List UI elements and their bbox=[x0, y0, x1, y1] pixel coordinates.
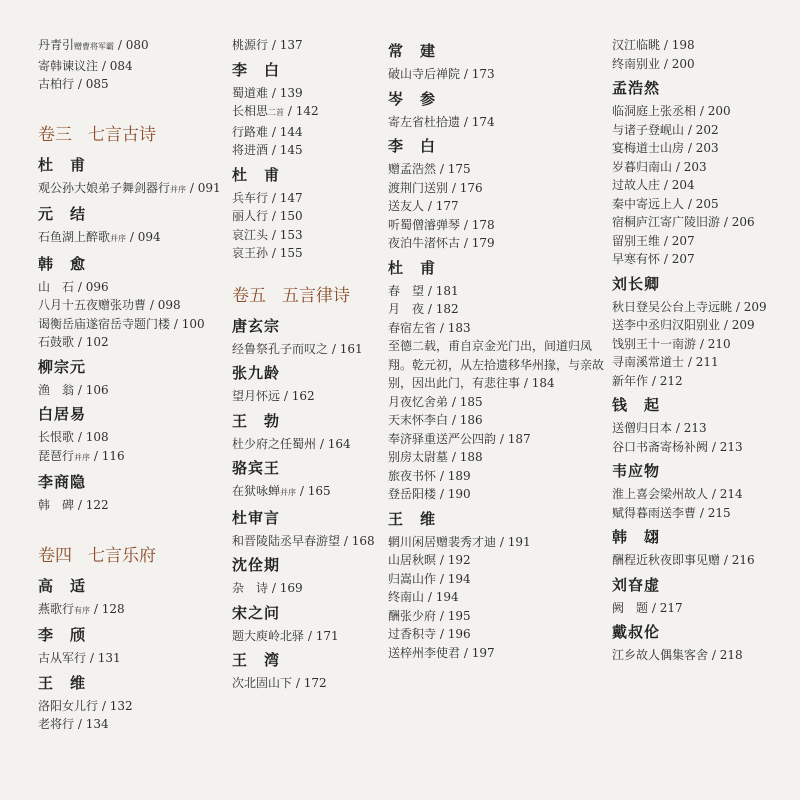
section-heading bbox=[38, 120, 218, 150]
author-name: 杜审言 bbox=[232, 508, 281, 527]
toc-entry[interactable] bbox=[232, 627, 382, 646]
entry-page: / 102 bbox=[77, 335, 109, 349]
entry-title: 寄左省杜拾遗 bbox=[388, 114, 461, 129]
entry-title: 哀王孙 bbox=[232, 246, 269, 260]
entry-title: 望月怀远 bbox=[232, 389, 281, 403]
toc-entry[interactable] bbox=[232, 387, 382, 406]
entry-title: 行路难 bbox=[232, 124, 269, 139]
section-number: 卷四 bbox=[38, 545, 72, 566]
toc-entry[interactable] bbox=[388, 160, 610, 179]
author-name: 韦应物 bbox=[612, 462, 661, 480]
author-name: 王 维 bbox=[388, 509, 437, 528]
entry-page: / 209 bbox=[735, 299, 767, 314]
toc-entry[interactable] bbox=[232, 482, 382, 503]
toc-entry[interactable] bbox=[612, 372, 792, 391]
toc-entry[interactable] bbox=[38, 228, 218, 249]
entry-note: 并序 bbox=[110, 234, 127, 243]
entry-title: 汉江临眺 bbox=[612, 38, 661, 52]
entry-title: 蜀道难 bbox=[232, 85, 269, 100]
entry-page: / 212 bbox=[651, 373, 683, 388]
entry-title: 新年作 bbox=[612, 373, 649, 388]
toc-entry[interactable] bbox=[612, 55, 792, 74]
toc-entry[interactable] bbox=[232, 189, 382, 208]
entry-title: 桃源行 bbox=[232, 38, 269, 52]
entry-page: / 186 bbox=[451, 413, 483, 427]
entry-title: 丹青引 bbox=[38, 38, 75, 52]
toc-entry[interactable] bbox=[388, 282, 610, 301]
entry-title: 早寒有怀 bbox=[612, 252, 661, 266]
entry-page: / 116 bbox=[93, 448, 125, 463]
entry-title: 破山寺后禅院 bbox=[388, 67, 461, 81]
toc-entry[interactable] bbox=[38, 296, 218, 315]
toc-entry[interactable] bbox=[612, 36, 792, 55]
entry-title: 秦中寄远上人 bbox=[612, 196, 685, 211]
author-name: 岑 参 bbox=[388, 89, 437, 108]
entry-page: / 134 bbox=[77, 717, 109, 731]
section-name: 五言律诗 bbox=[282, 285, 350, 306]
entry-page: / 189 bbox=[439, 468, 471, 483]
section-spacer bbox=[38, 94, 218, 120]
entry-page: / 091 bbox=[189, 180, 221, 195]
toc-entry[interactable] bbox=[612, 195, 792, 214]
entry-title: 古柏行 bbox=[38, 77, 75, 91]
author-name: 宋之问 bbox=[232, 603, 281, 622]
entry-page: / 150 bbox=[271, 209, 303, 223]
author-name: 李 白 bbox=[232, 60, 281, 79]
entry-page: / 122 bbox=[77, 498, 109, 512]
toc-entry[interactable] bbox=[612, 335, 792, 354]
entry-page: / 173 bbox=[463, 67, 495, 81]
entry-title: 阙 题 bbox=[612, 600, 649, 615]
section-heading bbox=[232, 281, 382, 311]
author-name: 常 建 bbox=[388, 42, 437, 60]
entry-title: 登岳阳楼 bbox=[388, 487, 437, 501]
author-name: 韩 翃 bbox=[612, 528, 661, 546]
entry-title: 次北固山下 bbox=[232, 676, 293, 690]
toc-entry[interactable] bbox=[612, 504, 792, 523]
entry-title: 古从军行 bbox=[38, 651, 87, 665]
entry-title: 别房太尉墓 bbox=[388, 450, 449, 464]
toc-entry[interactable] bbox=[388, 551, 610, 570]
author-name: 孟浩然 bbox=[612, 79, 661, 97]
entry-title: 燕歌行 bbox=[38, 601, 75, 616]
toc-entry[interactable] bbox=[38, 278, 218, 297]
toc-entry[interactable] bbox=[612, 176, 792, 195]
section-heading bbox=[38, 541, 218, 571]
entry-title: 过故人庄 bbox=[612, 178, 661, 192]
entry-title: 谒衡岳庙遂宿岳寺题门楼 bbox=[38, 316, 171, 331]
toc-entry[interactable] bbox=[388, 300, 610, 319]
entry-page: / 172 bbox=[295, 676, 327, 690]
author-name: 杜 甫 bbox=[388, 258, 437, 277]
entry-page: / 203 bbox=[687, 141, 719, 155]
entry-title: 哀江头 bbox=[232, 227, 269, 242]
entry-page: / 198 bbox=[663, 38, 695, 52]
entry-title: 洛阳女儿行 bbox=[38, 698, 99, 713]
section-spacer bbox=[232, 263, 382, 281]
entry-title: 题大庾岭北驿 bbox=[232, 628, 305, 643]
toc-entry[interactable] bbox=[388, 570, 610, 589]
entry-title: 观公孙大娘弟子舞剑器行 bbox=[38, 180, 171, 195]
entry-title: 与诸子登岘山 bbox=[612, 122, 685, 137]
entry-page: / 207 bbox=[663, 252, 695, 266]
entry-title: 石鼓歌 bbox=[38, 335, 75, 349]
section-number: 卷三 bbox=[38, 124, 72, 145]
entry-page: / 137 bbox=[271, 38, 303, 52]
author-name: 杜 甫 bbox=[232, 165, 281, 184]
entry-note: 并序 bbox=[74, 452, 91, 462]
entry-title: 将进酒 bbox=[232, 143, 269, 157]
entry-title: 宴梅道士山房 bbox=[612, 141, 685, 155]
entry-note: 赠曹将军霸 bbox=[74, 42, 115, 51]
entry-page: / 210 bbox=[699, 336, 731, 351]
entry-title: 秋日登吴公台上寺远眺 bbox=[612, 299, 733, 314]
author-name: 王 维 bbox=[38, 673, 87, 692]
toc-entry[interactable] bbox=[612, 485, 792, 504]
entry-page: / 194 bbox=[427, 590, 459, 604]
toc-entry[interactable] bbox=[38, 381, 218, 400]
entry-title: 至德二载，甫自京金光门出，间道归凤翔。乾元初，从左拾遗移华州掾，与亲故别，因出此门，有悲往事 bbox=[388, 339, 605, 390]
section-number: 卷五 bbox=[232, 285, 266, 306]
toc-entry[interactable] bbox=[612, 298, 792, 317]
toc-entry[interactable] bbox=[232, 435, 382, 454]
toc-entry[interactable] bbox=[612, 139, 792, 158]
toc-entry[interactable] bbox=[388, 485, 610, 504]
entry-page: / 153 bbox=[271, 227, 303, 242]
entry-title: 寄韩谏议注 bbox=[38, 58, 99, 73]
toc-entry[interactable] bbox=[232, 532, 382, 551]
toc-entry[interactable] bbox=[388, 197, 610, 216]
entry-title: 月 夜 bbox=[388, 302, 425, 316]
toc-entry[interactable] bbox=[232, 102, 382, 123]
entry-page: / 206 bbox=[723, 215, 755, 229]
toc-entry[interactable] bbox=[38, 715, 218, 734]
toc-entry[interactable] bbox=[232, 123, 382, 142]
entry-page: / 191 bbox=[499, 534, 531, 549]
entry-page: / 145 bbox=[271, 143, 303, 157]
entry-page: / 205 bbox=[687, 196, 719, 211]
entry-page: / 162 bbox=[283, 389, 315, 403]
toc-entry[interactable] bbox=[612, 551, 792, 570]
entry-page: / 168 bbox=[343, 533, 375, 548]
toc-entry[interactable] bbox=[612, 232, 792, 251]
toc-entry[interactable] bbox=[612, 438, 792, 457]
entry-title: 长恨歌 bbox=[38, 430, 75, 444]
toc-entry[interactable] bbox=[612, 121, 792, 140]
toc-entry[interactable] bbox=[388, 65, 610, 84]
entry-page: / 192 bbox=[439, 553, 471, 567]
entry-page: / 200 bbox=[699, 104, 731, 118]
entry-page: / 217 bbox=[651, 600, 683, 615]
entry-page: / 144 bbox=[271, 124, 303, 139]
entry-title: 送友人 bbox=[388, 199, 425, 213]
entry-title: 老将行 bbox=[38, 717, 75, 731]
entry-page: / 176 bbox=[451, 180, 483, 195]
entry-title: 夜泊牛渚怀古 bbox=[388, 236, 461, 250]
toc-entry[interactable] bbox=[388, 533, 610, 552]
entry-title: 渡荆门送别 bbox=[388, 180, 449, 195]
author-name: 杜 甫 bbox=[38, 155, 87, 174]
entry-title: 奉济驿重送严公四韵 bbox=[388, 431, 497, 446]
entry-page: / 185 bbox=[451, 394, 483, 409]
author-name: 唐玄宗 bbox=[232, 316, 281, 335]
entry-page: / 213 bbox=[711, 439, 743, 454]
entry-title: 渔 翁 bbox=[38, 382, 75, 397]
author-name: 白居易 bbox=[38, 405, 87, 423]
entry-page: / 161 bbox=[331, 341, 363, 356]
entry-page: / 084 bbox=[101, 58, 133, 73]
toc-entry[interactable] bbox=[388, 319, 610, 338]
toc-entry[interactable] bbox=[612, 158, 792, 177]
entry-page: / 190 bbox=[439, 487, 471, 501]
author-name: 刘长卿 bbox=[612, 274, 661, 293]
entry-page: / 204 bbox=[663, 178, 695, 192]
toc-entry[interactable] bbox=[388, 113, 610, 132]
toc-entry[interactable] bbox=[232, 244, 382, 263]
entry-title: 过香积寺 bbox=[388, 627, 437, 641]
toc-column-1 bbox=[38, 36, 221, 734]
toc-entry[interactable] bbox=[612, 353, 792, 372]
toc-entry[interactable] bbox=[612, 599, 792, 618]
author-name: 钱 起 bbox=[612, 396, 661, 414]
entry-page: / 182 bbox=[427, 302, 459, 316]
toc-entry[interactable] bbox=[232, 579, 382, 598]
entry-page: / 203 bbox=[675, 159, 707, 174]
entry-title: 江乡故人偶集客舍 bbox=[612, 648, 709, 662]
toc-entry[interactable] bbox=[388, 411, 610, 430]
entry-title: 临洞庭上张丞相 bbox=[612, 104, 697, 118]
toc-entry[interactable] bbox=[388, 588, 610, 607]
author-name: 刘昚虚 bbox=[612, 575, 661, 594]
author-name: 韩 愈 bbox=[38, 254, 87, 273]
toc-entry[interactable] bbox=[612, 213, 792, 232]
entry-title: 韩 碑 bbox=[38, 498, 75, 512]
entry-title: 听蜀僧濬弹琴 bbox=[388, 217, 461, 232]
toc-entry[interactable] bbox=[612, 419, 792, 438]
toc-entry[interactable] bbox=[38, 428, 218, 447]
entry-page: / 080 bbox=[117, 38, 149, 52]
entry-page: / 209 bbox=[723, 318, 755, 332]
entry-page: / 108 bbox=[77, 430, 109, 444]
entry-page: / 196 bbox=[439, 627, 471, 641]
toc-entry[interactable] bbox=[388, 448, 610, 467]
entry-title: 和晋陵陆丞早春游望 bbox=[232, 533, 341, 548]
entry-page: / 184 bbox=[523, 376, 555, 390]
entry-title: 石鱼湖上醉歌 bbox=[38, 230, 111, 244]
entry-title: 谷口书斋寄杨补阙 bbox=[612, 439, 709, 454]
entry-page: / 183 bbox=[439, 320, 471, 335]
section-name: 七言古诗 bbox=[88, 124, 156, 145]
toc-entry[interactable] bbox=[388, 644, 610, 663]
entry-title: 宿桐庐江寄广陵旧游 bbox=[612, 215, 721, 229]
toc-entry[interactable] bbox=[38, 315, 218, 334]
toc-entry[interactable] bbox=[38, 649, 218, 668]
entry-title: 寻南溪常道士 bbox=[612, 355, 685, 369]
author-name: 高 适 bbox=[38, 576, 87, 595]
entry-title: 辋川闲居赠裴秀才迪 bbox=[388, 534, 497, 549]
entry-page: / 169 bbox=[271, 581, 303, 595]
entry-title: 长相思 bbox=[232, 104, 269, 118]
entry-title: 杜少府之任蜀州 bbox=[232, 436, 317, 451]
entry-page: / 214 bbox=[711, 487, 743, 501]
entry-title: 送李中丞归汉阳别业 bbox=[612, 318, 721, 332]
toc-entry[interactable] bbox=[232, 207, 382, 226]
entry-title: 山 石 bbox=[38, 279, 75, 294]
entry-note: 并序 bbox=[170, 184, 187, 194]
entry-title: 春宿左省 bbox=[388, 320, 437, 335]
entry-page: / 177 bbox=[427, 199, 459, 213]
entry-title: 琵琶行 bbox=[38, 448, 75, 463]
entry-page: / 085 bbox=[77, 77, 109, 91]
entry-title: 天末怀李白 bbox=[388, 413, 449, 427]
entry-page: / 164 bbox=[319, 436, 351, 451]
entry-page: / 094 bbox=[129, 230, 161, 244]
toc-entry[interactable] bbox=[38, 75, 218, 94]
entry-title: 春 望 bbox=[388, 283, 425, 298]
toc-entry[interactable] bbox=[38, 36, 218, 57]
entry-page: / 211 bbox=[687, 355, 719, 369]
toc-entry[interactable] bbox=[38, 496, 218, 515]
entry-page: / 215 bbox=[699, 505, 731, 520]
toc-entry[interactable] bbox=[612, 250, 792, 269]
entry-page: / 155 bbox=[271, 246, 303, 260]
entry-page: / 181 bbox=[427, 283, 459, 298]
entry-page: / 188 bbox=[451, 450, 483, 464]
entry-note: 二首 bbox=[268, 108, 285, 117]
toc-entry[interactable] bbox=[388, 607, 610, 626]
entry-title: 终南山 bbox=[388, 590, 425, 604]
entry-page: / 194 bbox=[439, 571, 471, 586]
toc-entry[interactable] bbox=[232, 226, 382, 245]
entry-title: 赋得暮雨送李曹 bbox=[612, 505, 697, 520]
entry-page: / 147 bbox=[271, 190, 303, 205]
entry-note: 并序 bbox=[280, 488, 297, 497]
entry-page: / 106 bbox=[77, 382, 109, 397]
entry-title: 饯别王十一南游 bbox=[612, 336, 697, 351]
toc-entry[interactable] bbox=[612, 102, 792, 121]
entry-page: / 218 bbox=[711, 648, 743, 662]
toc-entry[interactable] bbox=[38, 333, 218, 352]
entry-title: 归嵩山作 bbox=[388, 571, 437, 586]
toc-entry[interactable] bbox=[38, 600, 218, 621]
entry-title: 月夜忆舍弟 bbox=[388, 394, 449, 409]
entry-page: / 207 bbox=[663, 233, 695, 248]
entry-page: / 165 bbox=[299, 484, 331, 498]
toc-entry[interactable] bbox=[232, 141, 382, 160]
author-name: 王 湾 bbox=[232, 651, 281, 669]
entry-page: / 200 bbox=[663, 56, 695, 71]
entry-page: / 096 bbox=[77, 279, 109, 294]
entry-title: 兵车行 bbox=[232, 190, 269, 205]
toc-entry[interactable] bbox=[388, 337, 610, 393]
author-name: 戴叔伦 bbox=[612, 623, 661, 641]
toc-entry[interactable] bbox=[388, 234, 610, 253]
toc-entry[interactable] bbox=[612, 316, 792, 335]
entry-page: / 142 bbox=[287, 104, 319, 118]
author-name: 王 勃 bbox=[232, 411, 281, 430]
entry-title: 赠孟浩然 bbox=[388, 162, 437, 176]
toc-entry[interactable] bbox=[232, 36, 382, 55]
toc-entry[interactable] bbox=[388, 393, 610, 412]
toc-entry[interactable] bbox=[38, 447, 218, 468]
entry-title: 杂 诗 bbox=[232, 581, 269, 595]
author-name: 柳宗元 bbox=[38, 357, 87, 376]
entry-title: 经鲁祭孔子而叹之 bbox=[232, 341, 329, 356]
toc-entry[interactable] bbox=[388, 216, 610, 235]
entry-page: / 174 bbox=[463, 114, 495, 129]
toc-entry[interactable] bbox=[612, 646, 792, 665]
author-name: 元 结 bbox=[38, 205, 87, 223]
toc-entry[interactable] bbox=[38, 697, 218, 716]
entry-page: / 132 bbox=[101, 698, 133, 713]
entry-page: / 100 bbox=[173, 316, 205, 331]
toc-entry[interactable] bbox=[388, 430, 610, 449]
entry-title: 酬张少府 bbox=[388, 608, 437, 623]
toc-entry[interactable] bbox=[388, 179, 610, 198]
section-spacer bbox=[38, 515, 218, 541]
entry-page: / 202 bbox=[687, 122, 719, 137]
entry-title: 岁暮归南山 bbox=[612, 159, 673, 174]
entry-page: / 098 bbox=[149, 298, 181, 312]
entry-page: / 216 bbox=[723, 553, 755, 567]
author-name: 骆宾王 bbox=[232, 459, 281, 477]
author-name: 李 白 bbox=[388, 137, 437, 155]
entry-page: / 128 bbox=[93, 601, 125, 616]
entry-title: 丽人行 bbox=[232, 209, 269, 223]
toc-column-2 bbox=[232, 36, 382, 693]
entry-title: 送僧归日本 bbox=[612, 421, 673, 435]
author-name: 张九龄 bbox=[232, 364, 281, 382]
entry-page: / 179 bbox=[463, 236, 495, 250]
entry-page: / 197 bbox=[463, 645, 495, 660]
toc-entry[interactable] bbox=[388, 625, 610, 644]
entry-page: / 171 bbox=[307, 628, 339, 643]
entry-title: 在狱咏蝉 bbox=[232, 484, 281, 498]
author-name: 李商隐 bbox=[38, 473, 87, 491]
entry-page: / 139 bbox=[271, 85, 303, 100]
toc-entry[interactable] bbox=[388, 467, 610, 486]
entry-title: 终南别业 bbox=[612, 56, 661, 71]
entry-title: 淮上喜会梁州故人 bbox=[612, 487, 709, 501]
toc-column-4 bbox=[612, 36, 792, 665]
entry-page: / 213 bbox=[675, 421, 707, 435]
entry-title: 旅夜书怀 bbox=[388, 468, 437, 483]
entry-page: / 175 bbox=[439, 162, 471, 176]
toc-entry[interactable] bbox=[232, 84, 382, 103]
entry-page: / 195 bbox=[439, 608, 471, 623]
toc-entry[interactable] bbox=[232, 340, 382, 359]
entry-page: / 131 bbox=[89, 651, 121, 665]
toc-entry[interactable] bbox=[232, 674, 382, 693]
toc-entry[interactable] bbox=[38, 57, 218, 76]
entry-page: / 178 bbox=[463, 217, 495, 232]
entry-title: 送梓州李使君 bbox=[388, 645, 461, 660]
entry-title: 留别王维 bbox=[612, 233, 661, 248]
entry-note: 有序 bbox=[74, 605, 91, 615]
toc-entry[interactable] bbox=[38, 179, 221, 200]
entry-page: / 187 bbox=[499, 431, 531, 446]
entry-title: 山居秋暝 bbox=[388, 553, 437, 567]
toc-column-3 bbox=[388, 36, 610, 662]
entry-title: 八月十五夜赠张功曹 bbox=[38, 298, 147, 312]
author-name: 李 颀 bbox=[38, 626, 87, 644]
section-name: 七言乐府 bbox=[88, 545, 156, 566]
author-name: 沈佺期 bbox=[232, 556, 281, 574]
entry-title: 酬程近秋夜即事见赠 bbox=[612, 553, 721, 567]
